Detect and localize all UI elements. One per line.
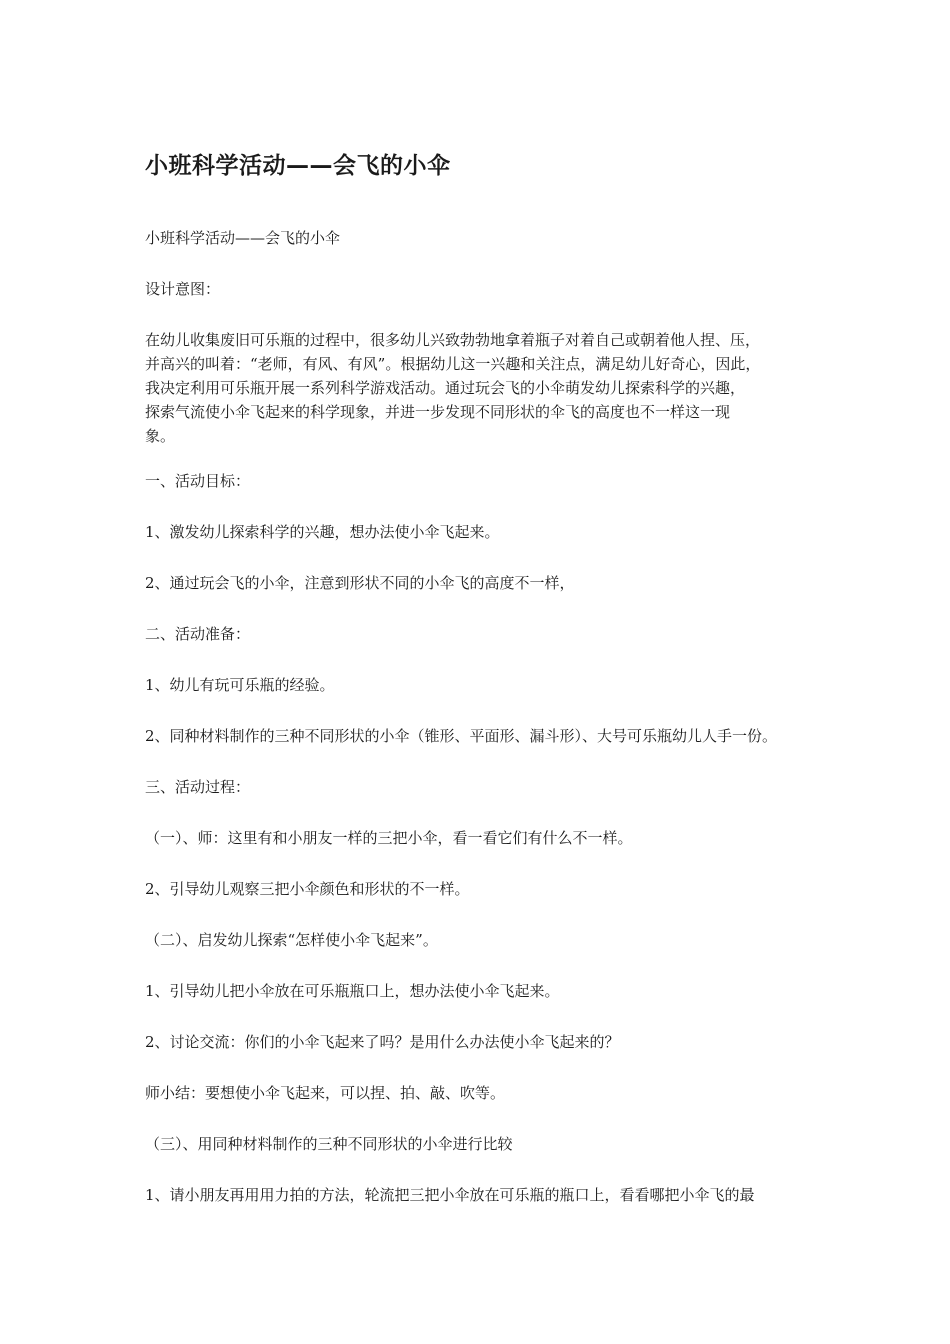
design-line: 我决定利用可乐瓶开展一系列科学游戏活动。通过玩会飞的小伞萌发幼儿探索科学的兴趣，: [145, 379, 746, 397]
process-item: 1、引导幼儿把小伞放在可乐瓶瓶口上，想办法使小伞飞起来。: [145, 982, 560, 1000]
process-item: （三）、用同种材料制作的三种不同形状的小伞进行比较: [145, 1135, 513, 1153]
design-line: 象。: [145, 427, 176, 445]
goal-item: 2、通过玩会飞的小伞，注意到形状不同的小伞飞的高度不一样，: [145, 574, 575, 592]
preparation-item: 2、同种材料制作的三种不同形状的小伞（锥形、平面形、漏斗形）、大号可乐瓶幼儿人手一份。: [145, 727, 778, 745]
section-heading-preparation: 二、活动准备：: [145, 625, 251, 643]
document-body: [145, 150, 825, 1234]
process-item: 2、讨论交流：你们的小伞飞起来了吗？是用什么办法使小伞飞起来的？: [145, 1033, 620, 1051]
document-title: 小班科学活动——会飞的小伞: [145, 153, 451, 179]
process-item: （二）、启发幼儿探索“怎样使小伞飞起来”。: [145, 931, 438, 949]
process-item: 2、引导幼儿观察三把小伞颜色和形状的不一样。: [145, 880, 470, 898]
section-heading-goals: 一、活动目标：: [145, 472, 251, 490]
design-paragraph: [145, 328, 825, 448]
section-heading-process: 三、活动过程：: [145, 778, 251, 796]
process-item: 1、请小朋友再用用力拍的方法，轮流把三把小伞放在可乐瓶的瓶口上，看看哪把小伞飞的最: [145, 1186, 755, 1204]
document-subtitle: 小班科学活动——会飞的小伞: [145, 229, 341, 247]
design-heading: 设计意图：: [145, 280, 221, 298]
process-item: 师小结：要想使小伞飞起来，可以捏、拍、敲、吹等。: [145, 1084, 506, 1102]
design-line: 探索气流使小伞飞起来的科学现象，并进一步发现不同形状的伞飞的高度也不一样这一现: [145, 403, 731, 421]
preparation-item: 1、幼儿有玩可乐瓶的经验。: [145, 676, 335, 694]
goal-item: 1、激发幼儿探索科学的兴趣，想办法使小伞飞起来。: [145, 523, 500, 541]
design-line: 在幼儿收集废旧可乐瓶的过程中，很多幼儿兴致勃勃地拿着瓶子对着自己或朝着他人捏、压，: [145, 331, 761, 349]
design-line: 并高兴的叫着：“老师，有风、有风”。根据幼儿这一兴趣和关注点，满足幼儿好奇心，因此，: [145, 355, 761, 373]
process-item: （一）、师：这里有和小朋友一样的三把小伞，看一看它们有什么不一样。: [145, 829, 633, 847]
